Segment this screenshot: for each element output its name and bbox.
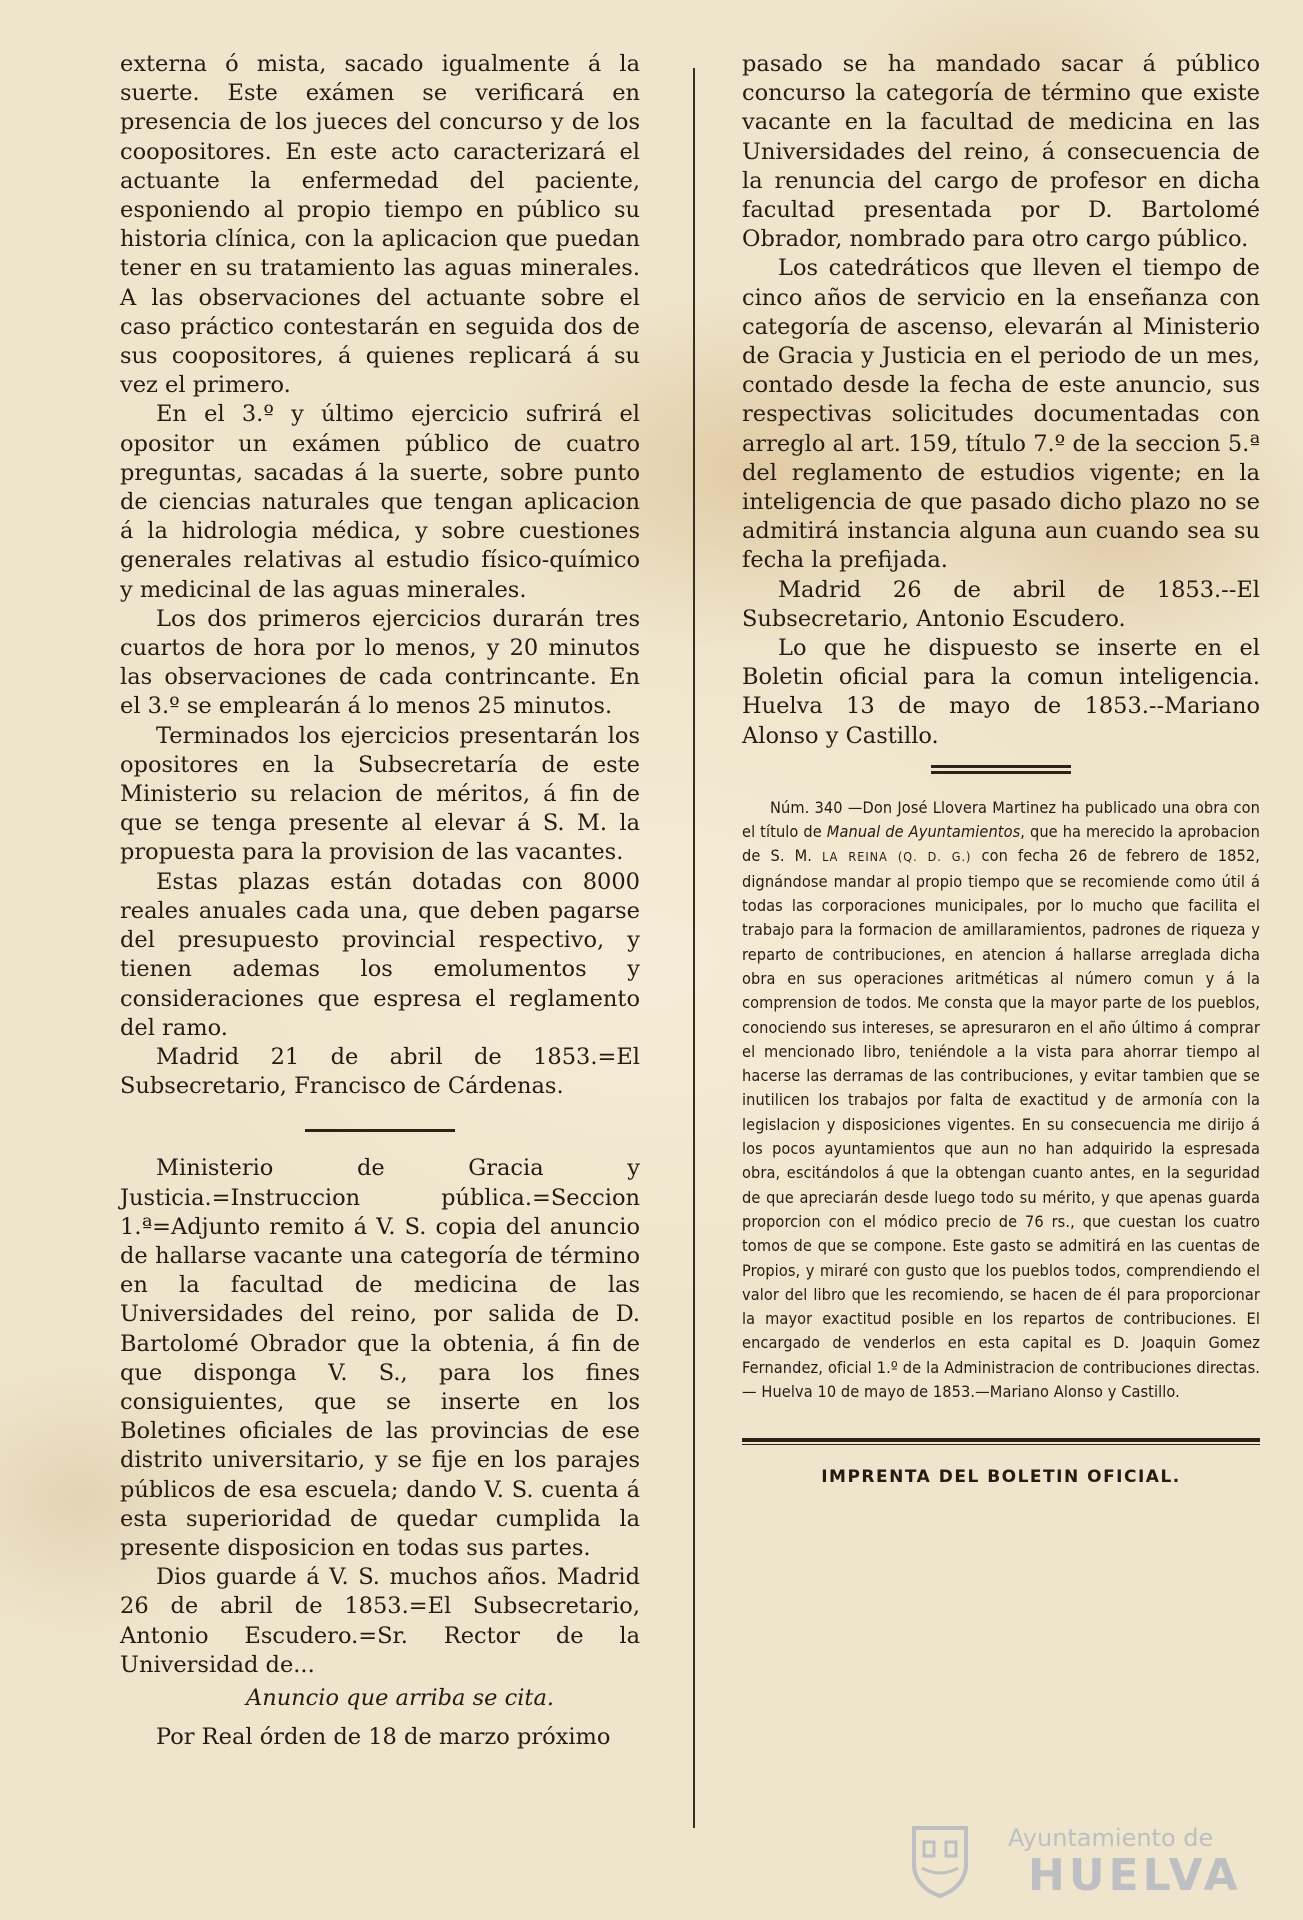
paragraph: Estas plazas están dotadas con 8000 reales anuales cada una, que deben pagarse del presupuesto provincial respectivo, y tienen ademas los emolumentos y consideraciones que espresa el reglamento del ramo. [120,868,640,1041]
book-title: Manual de Ayuntamientos [826,822,1021,842]
printer-imprint: IMPRENTA DEL BOLETIN OFICIAL. [821,1467,1181,1488]
notice-num-340 [742,796,1260,1404]
notice-text: con fecha 26 de febrero de 1852, dignándose mandar al propio tiempo que se recomiende como útil á todas las corporaciones municipales, por lo mucho que facilita el trabajo para la formacion de amillaramientos, padrones de riqueza y reparto de contribuciones, en atencion á hallarse arreglada dicha obra en sus operaciones aritméticas al número comun y á la comprension de todos. Me consta que la mayor parte de los pueblos, conociendo sus intereses, se apresuraron en el año último á comprar el mencionado libro, teniéndole a la vista para ahorrar tiempo al hacerse las derramas de las contribuciones, y evitar tambien que se inutilicen los trabajos por falta de exactitud y de armonía con la legislacion y disposiciones vigentes. En su consecuencia me dirijo á los pocos ayuntamientos que aun no han adquirido la espresada obra, escitándolos á que la obtengan cuanto antes, en la seguridad de que apreciarán desde luego todo su mérito, y que apenas guarda proporcion con el módico precio de 76 rs., que cuestan los cuatro tomos de que se compone. Este gasto se admitirá en las cuentas de Propios, y miraré con gusto que los pueblos todos, comprendiendo el valor del libro que les recomiendo, se hacen de él para proporcionar la mayor exactitud posible en los repartos de contribuciones. El encargado de venderlos en esta capital es D. Joaquin Gomez Fernandez, oficial 1.º de la Administracion de contribuciones directas.— Huelva 10 de mayo de 1853.—Mariano Alonso y Castillo. [742,846,1260,1401]
column-divider [693,68,695,1828]
notice-text: , que ha merecido la aprobacion de S. M. [742,822,1260,866]
paragraph: En el 3.º y último ejercicio sufrirá el opositor un exámen público de cuatro preguntas, sacadas á la suerte, sobre punto de ciencias naturales que tengan aplicacion á la hidrologia médica, y sobre cuestiones generales relativas al estudio físico-químico y medicinal de las aguas minerales. [120,401,640,603]
paragraph: Por Real órden de 18 de marzo próximo [156,1724,611,1751]
section-divider [931,765,1071,774]
paragraph: Los dos primeros ejercicios durarán tres cuartos de hora por lo menos, y 20 minutos las observaciones de cada contrincante. En el 3.º se emplearán á lo menos 25 minutos. [120,605,640,720]
right-column [742,50,1260,1487]
paragraph: Lo que he dispuesto se inserte en el Boletin oficial para la comun inteligencia. Huelva 13 de mayo de 1853.--Mariano Alonso y Castillo. [742,635,1260,749]
left-column [120,50,640,1752]
watermark-line2: HUELVA [1028,1850,1242,1901]
notice-text: Núm. 340 —Don José Llovera Martinez ha publicado una obra con el título de [742,797,1260,842]
paragraph: Dios guarde á V. S. muchos años. Madrid 26 de abril de 1853.=El Subsecretario, Antonio Escudero.=Sr. Rector de la Universidad de... [120,1564,640,1678]
signature-line: Madrid 26 de abril de 1853.--El Subsecretario, Antonio Escudero. [742,576,1260,632]
paragraph: Ministerio de Gracia y Justicia.=Instruccion pública.=Seccion 1.ª=Adjunto remito á V. S. copia del anuncio de hallarse vacante una categoría de término en la facultad de medicina de las Universidades del reino, por salida de D. Bartolomé Obrador que la obtenia, á fin de que disponga V. S., para los fines consiguientes, que se inserte en los Boletines oficiales de las provincias de ese distrito universitario, y se fije en los parajes públicos de esa escuela; dando V. S. cuenta á esta superioridad de quedar cumplida la presente disposicion en todas sus partes. [120,1155,640,1561]
section-divider [305,1129,455,1132]
watermark [900,1820,1260,1900]
small-caps: REINA [848,849,888,865]
signature-line: Madrid 21 de abril de 1853.=El Subsecretario, Francisco de Cárdenas. [120,1043,640,1100]
coat-of-arms-icon [900,1820,980,1900]
paragraph: Los catedráticos que lleven el tiempo de cinco años de servicio en la enseñanza con categoría de ascenso, elevarán al Ministerio de Gracia y Justicia en el periodo de un mes, contado desde la fecha de este anuncio, sus respectivas solicitudes documentadas con arreglo al art. 159, título 7.º de la seccion 5.ª del reglamento de estudios vigente; en la inteligencia de que pasado dicho plazo no se admitirá instancia alguna aun cuando sea su fecha la prefijada. [742,255,1260,574]
footer-rule [742,1438,1260,1445]
small-caps: (Q. D. G.) [897,849,972,865]
paragraph: pasado se ha mandado sacar á público concurso la categoría de término que existe vacante en la facultad de medicina en las Universidades del reino, á consecuencia de la renuncia del cargo de profesor en dicha facultad presentada por D. Bartolomé Obrador, nombrado para otro cargo público. [742,51,1260,253]
paragraph: externa ó mista, sacado igualmente á la suerte. Este exámen se verificará en presencia de los jueces del concurso y de los coopositores. En este acto caracterizará el actuante la enfermedad del paciente, esponiendo al propio tiempo en público su historia clínica, con la aplicacion que puedan tener en su tratamiento las aguas minerales. A las observaciones del actuante sobre el caso práctico contestarán en seguida dos de sus coopositores, á quienes replicará á su vez el primero. [120,51,640,399]
small-caps: LA [822,849,839,865]
watermark-line1: Ayuntamiento de [1008,1824,1214,1852]
anuncio-heading: Anuncio que arriba se cita. [245,1684,555,1711]
paragraph: Terminados los ejercicios presentarán los opositores en la Subsecretaría de este Ministerio su relacion de méritos, á fin de que se tenga presente al elevar á S. M. la propuesta para la provision de las vacantes. [120,722,640,866]
